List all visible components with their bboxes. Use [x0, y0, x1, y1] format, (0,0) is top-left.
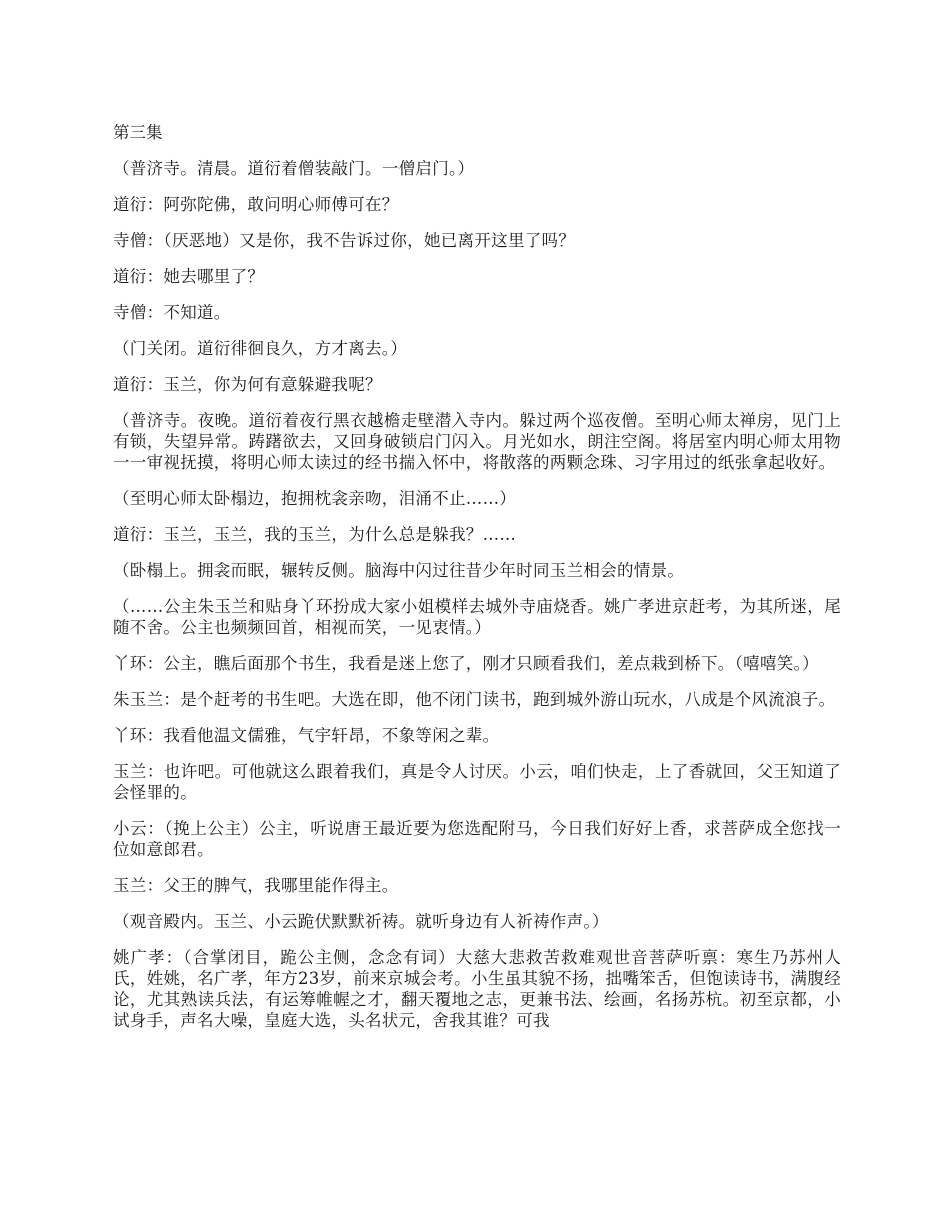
dialogue-line: 姚广孝：（合掌闭目，跪公主侧，念念有词）大慈大悲救苦救难观世音菩萨听禀：寒生乃苏州人氏，姓姚，名广孝，年方23岁，前来京城会考。小生虽其貌不扬，拙嘴笨舌，但饱读诗书，满腹经论，尤其熟读兵法，有运筹帷幄之才，翻天覆地之志，更兼书法、绘画，名扬苏杭。初至京都，小试身手，声名大噪，皇庭大选，头名状元，舍我其谁？可我	[113, 948, 841, 1030]
stage-direction: （观音殿内。玉兰、小云跪伏默默祈祷。就听身边有人祈祷作声。）	[113, 912, 609, 931]
dialogue-line: 寺僧：不知道。	[113, 303, 231, 322]
stage-direction: （卧榻上。拥衾而眠，辗转反侧。脑海中闪过往昔少年时同玉兰相会的情景。	[113, 561, 685, 580]
dialogue-line: 道衍：阿弥陀佛，敢问明心师傅可在？	[113, 195, 399, 214]
dialogue-line: 丫环：公主，瞧后面那个书生，我看是迷上您了，刚才只顾看我们，差点栽到桥下。（嘻嘻笑。）	[113, 654, 819, 673]
stage-direction: （普济寺。清晨。道衍着僧装敲门。一僧启门。）	[113, 159, 475, 178]
dialogue-line: 小云：（挽上公主）公主，听说唐王最近要为您选配附马，今日我们好好上香，求菩萨成全您找一位如意郎君。	[113, 819, 841, 859]
dialogue-line: 朱玉兰：是个赶考的书生吧。大选在即，他不闭门读书，跑到城外游山玩水，八成是个风流浪子。	[113, 690, 836, 709]
dialogue-line: 道衍：她去哪里了？	[113, 267, 265, 286]
stage-direction: （……公主朱玉兰和贴身丫环扮成大家小姐模样去城外寺庙烧香。姚广孝进京赶考，为其所迷，尾随不舍。公主也频频回首，相视而笑，一见衷情。）	[113, 597, 841, 637]
dialogue-line: 道衍：玉兰，你为何有意躲避我呢？	[113, 375, 382, 394]
document-body	[113, 122, 841, 1046]
dialogue-line: 道衍：玉兰，玉兰，我的玉兰，为什么总是躲我？……	[113, 525, 517, 544]
dialogue-line: 玉兰：也许吧。可他就这么跟着我们，真是令人讨厌。小云，咱们快走，上了香就回，父王知道了会怪罪的。	[113, 762, 841, 802]
stage-direction: （普济寺。夜晚。道衍着夜行黑衣越檐走壁潜入寺内。躲过两个巡夜僧。至明心师太禅房，见门上有锁，失望异常。踌躇欲去，又回身破锁启门闪入。月光如水，朗注空阁。将居室内明心师太用物一一审视抚摸，将明心师太读过的经书揣入怀中，将散落的两颗念珠、习字用过的纸张拿起收好。	[113, 411, 841, 472]
dialogue-line: 寺僧：（厌恶地）又是你，我不告诉过你，她已离开这里了吗？	[113, 231, 576, 250]
stage-direction: （门关闭。道衍徘徊良久，方才离去。）	[113, 339, 408, 358]
dialogue-line: 丫环：我看他温文儒雅，气宇轩昂，不象等闲之辈。	[113, 726, 500, 745]
stage-direction: （至明心师太卧榻边，抱拥枕衾亲吻，泪涌不止……）	[113, 489, 517, 508]
dialogue-line: 玉兰：父王的脾气，我哪里能作得主。	[113, 876, 399, 895]
episode-title: 第三集	[113, 123, 163, 142]
